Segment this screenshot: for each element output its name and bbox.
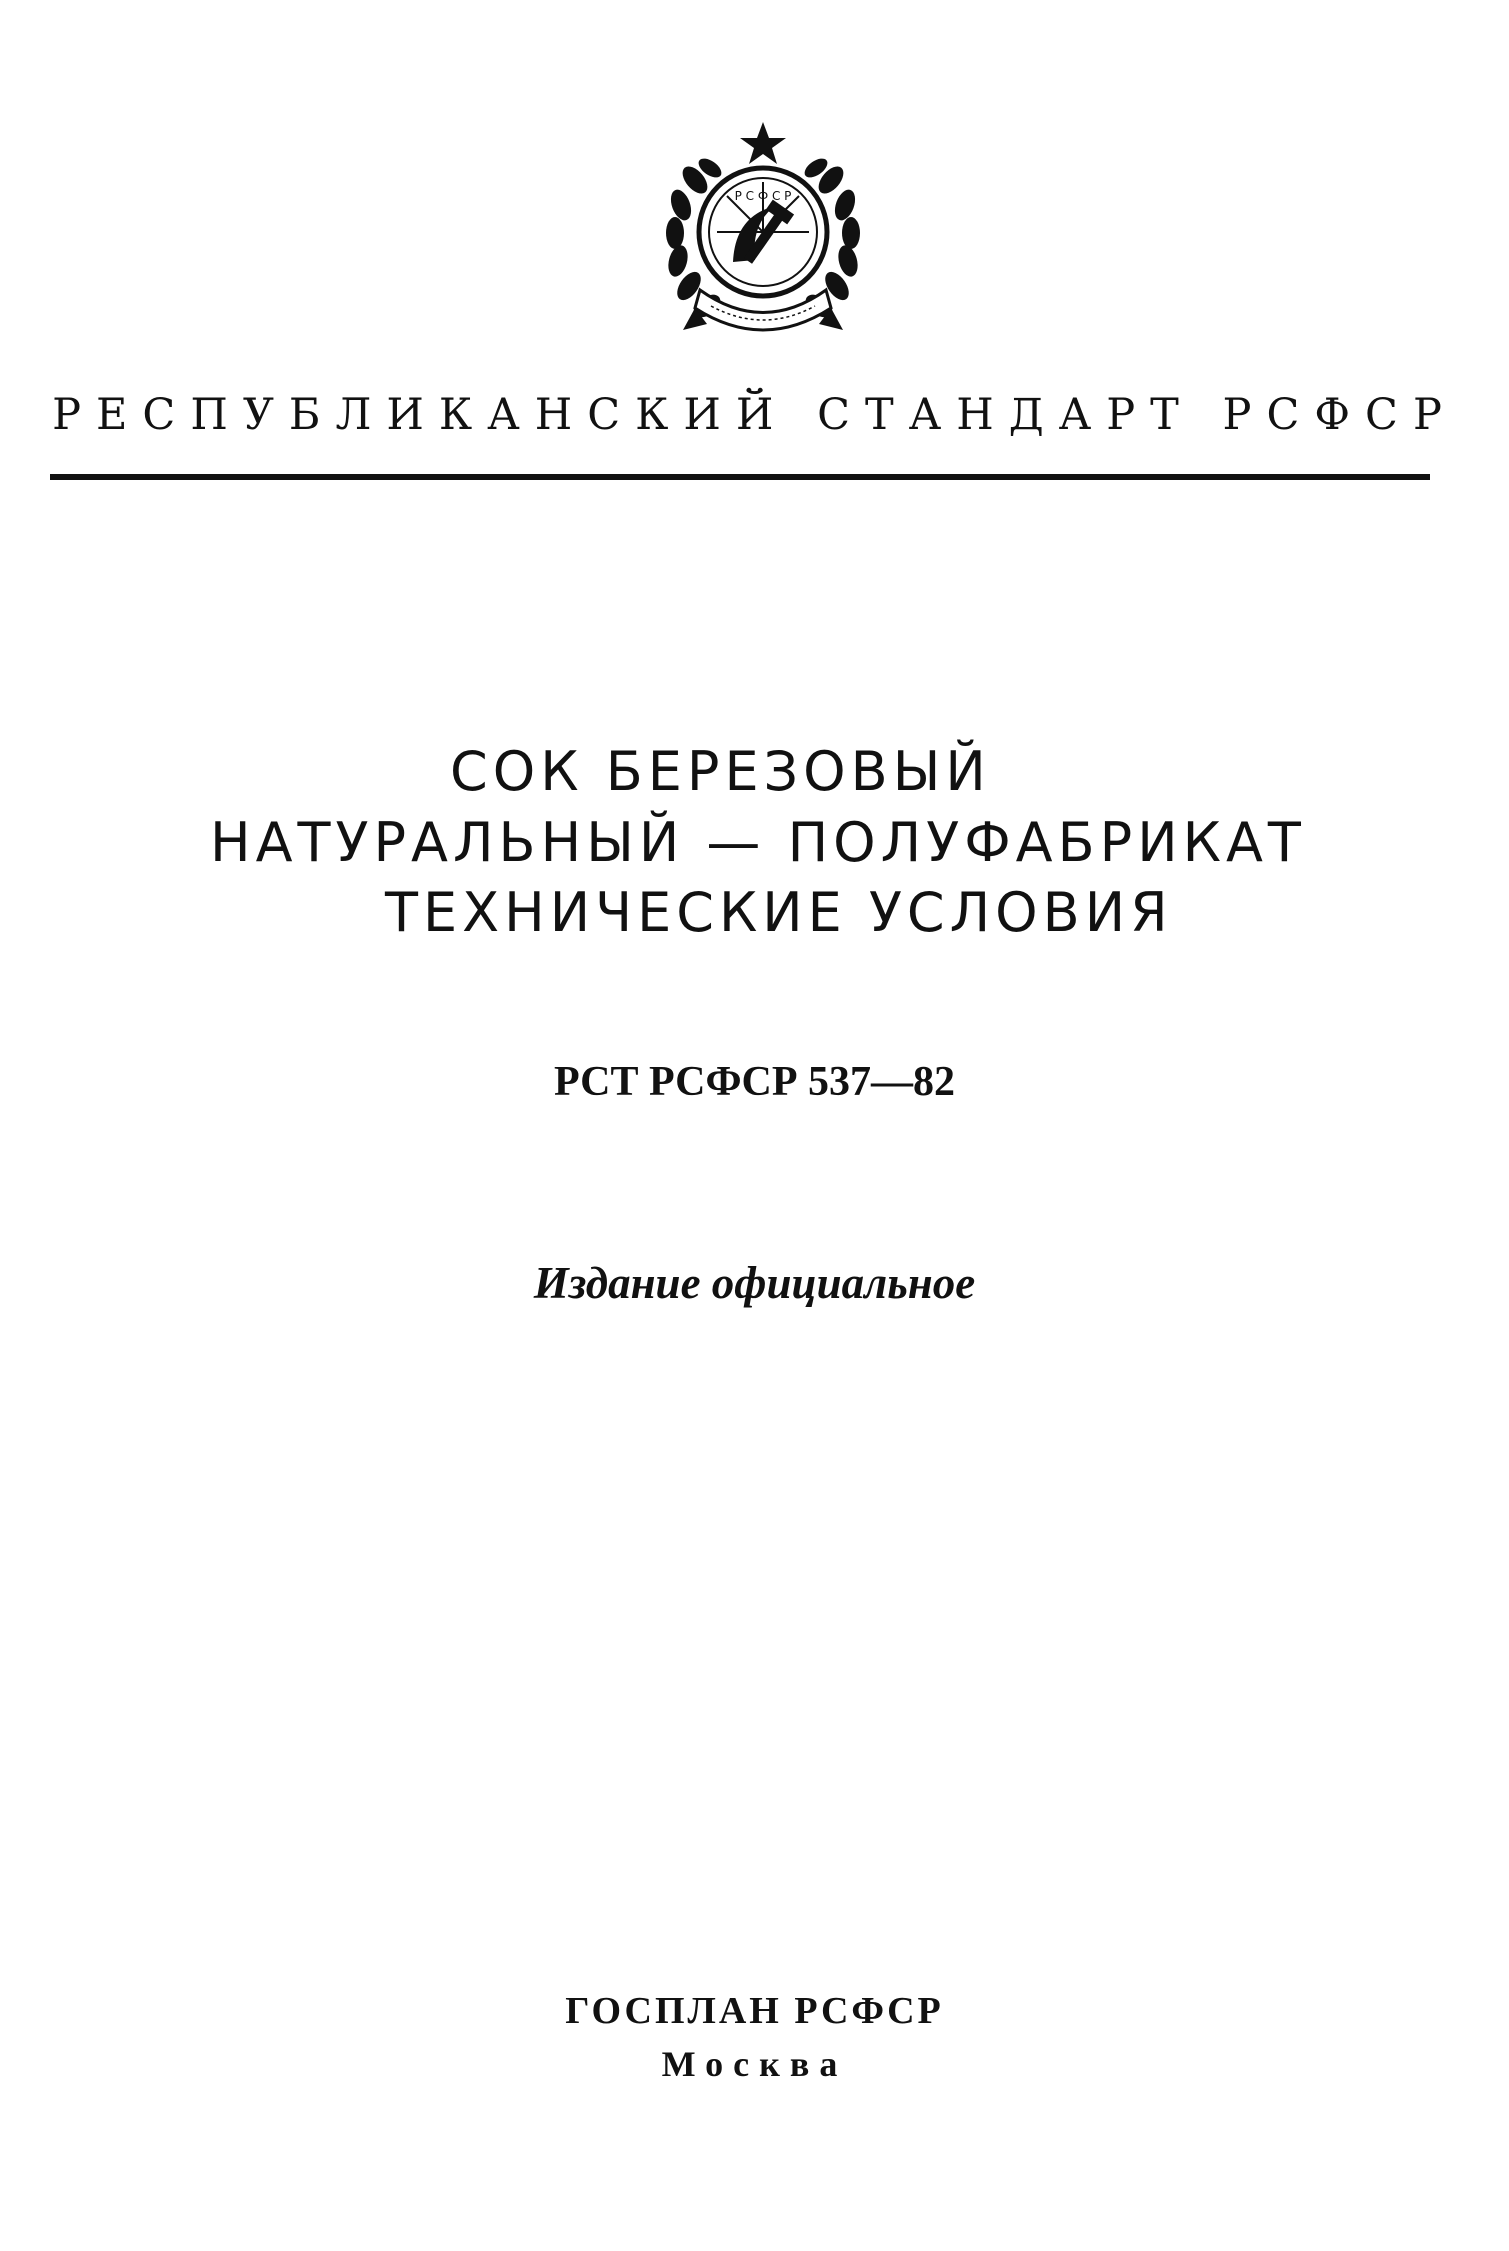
series-header: РЕСПУБЛИКАНСКИЙ СТАНДАРТ РСФСР bbox=[52, 390, 1457, 440]
document-title-line-3: ТЕХНИЧЕСКИЕ УСЛОВИЯ bbox=[385, 881, 1173, 944]
publisher-name: ГОСПЛАН РСФСР bbox=[565, 1990, 944, 2032]
svg-text:Р С Ф С Р: Р С Ф С Р bbox=[734, 189, 792, 203]
document-title-line-1: СОК БЕРЕЗОВЫЙ bbox=[450, 740, 991, 803]
document-title-line-2: НАТУРАЛЬНЫЙ — ПОЛУФАБРИКАТ bbox=[210, 811, 1306, 874]
publisher-city: Москва bbox=[661, 2044, 848, 2084]
rsfsr-coat-of-arms-icon bbox=[655, 120, 871, 350]
header-divider bbox=[50, 474, 1430, 480]
standard-designation: РСТ РСФСР 537—82 bbox=[553, 1059, 956, 1105]
edition-note: Издание официальное bbox=[533, 1258, 976, 1308]
